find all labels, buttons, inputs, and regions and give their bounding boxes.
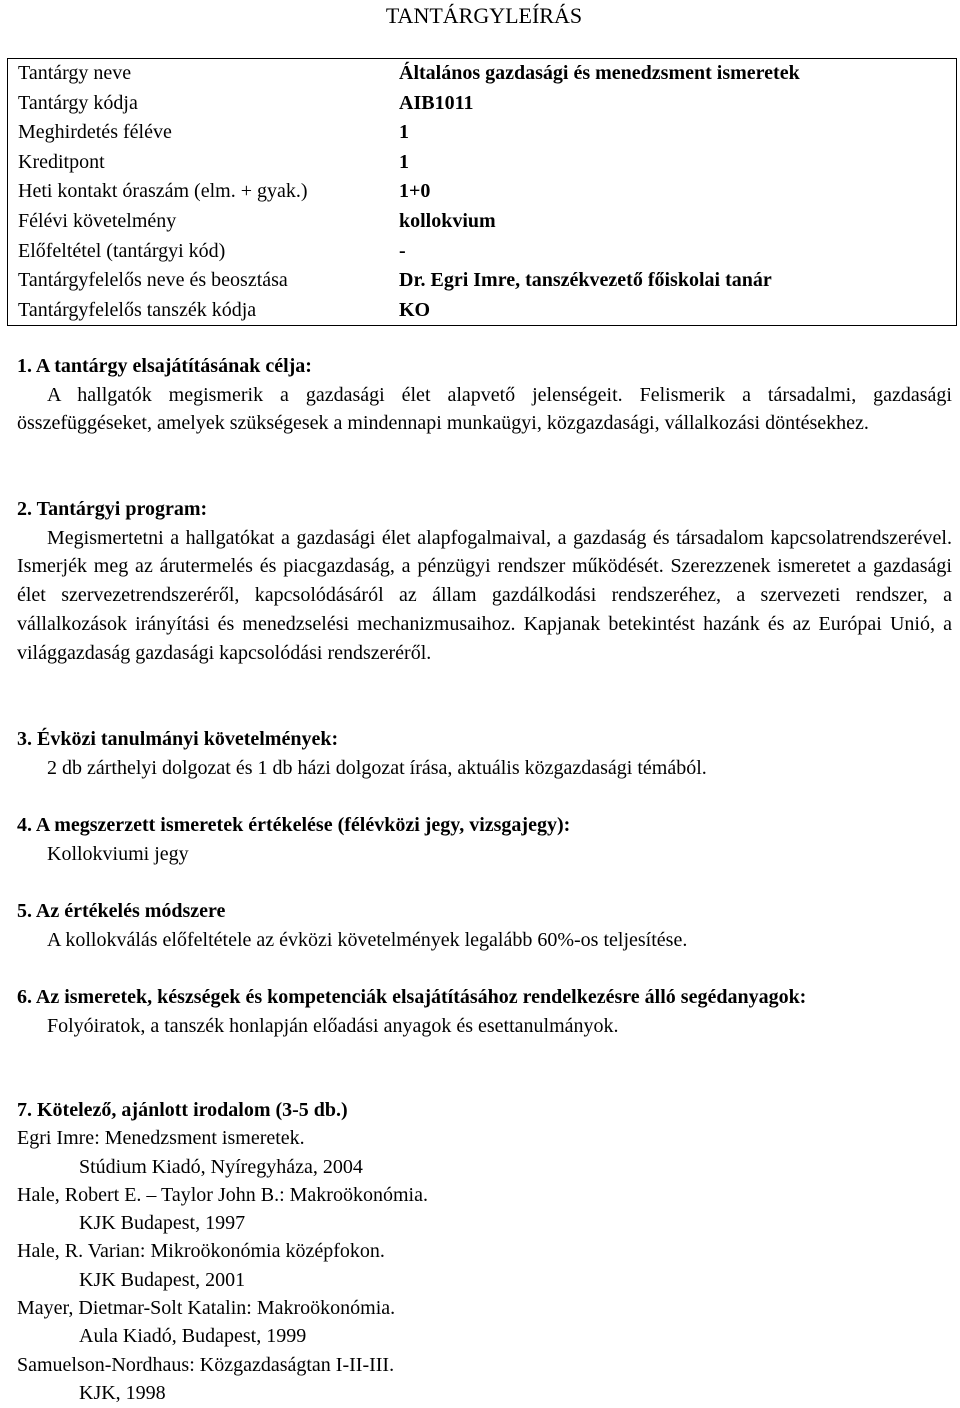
reference-author-title: Mayer, Dietmar-Solt Katalin: Makroökonómia. [17,1297,396,1320]
info-label: Félévi követelmény [18,209,177,232]
section-literature [17,1096,952,1407]
section-method-heading: 5. Az értékelés módszere [17,900,226,922]
info-label: Előfeltétel (tantárgyi kód) [18,239,226,262]
reference-author-title: Egri Imre: Menedzsment ismeretek. [17,1127,305,1150]
info-label: Kreditpont [18,150,105,173]
section-program-text: Megismertetni a hallgatókat a gazdasági élet alapfogalmaival, a gazdaság és társadalom kapcsolatrendszerével. Ismerjék meg az árutermelés és piacgazdaság, a pénzügyi rendszer működését. Szerezzenek ismeretet a gazdasági élet szervezetrendszeréről, kapcsolódásáról az állam gazdálkodási rendszeréhez, a szervezeti rendszer, a vállalkozások irányítási és menedzselési mechanizmusaihoz. Kapjanak betekintést hazánk és az Európai Unió, a világgazdaság gazdasági kapcsolódási rendszeréről. [17,526,952,664]
section-evaluation [17,811,952,868]
info-row [8,177,957,207]
section-program [17,495,952,667]
info-row [8,237,957,267]
info-value: - [399,239,406,262]
reference-author-title: Hale, Robert E. – Taylor John B.: Makroökonómia. [17,1183,428,1206]
info-label: Tantárgy kódja [18,91,138,114]
info-label: Heti kontakt óraszám (elm. + gyak.) [18,180,308,203]
info-label: Tantárgyfelelős tanszék kódja [18,298,257,321]
info-label: Tantárgy neve [18,62,132,84]
page-title: TANTÁRGYLEÍRÁS [385,3,583,28]
reference-publisher: KJK Budapest, 2001 [79,1268,246,1291]
info-value: Általános gazdasági és menedzsment ismeretek [399,62,800,84]
reference-publisher: Stúdium Kiadó, Nyíregyháza, 2004 [79,1155,363,1178]
section-program-heading: 2. Tantárgyi program: [17,498,208,520]
section-requirements-text: 2 db zárthelyi dolgozat és 1 db házi dolgozat írása, aktuális közgazdasági témából. [47,756,707,779]
section-goal-heading: 1. A tantárgy elsajátításának célja: [17,355,312,377]
section-goal [17,352,952,438]
section-materials-heading: 6. Az ismeretek, készségek és kompetenciák elsajátításához rendelkezésre álló segédanyagok: [17,986,807,1008]
info-row [8,89,957,119]
section-goal-text: A hallgatók megismerik a gazdasági élet alapvető jelenségeit. Felismerik a társadalmi, gazdasági összefüggéseket, amelyek szükségesek a mindennapi munkaügyi, közgazdasági, vállalkozási döntésekhez. [17,383,952,435]
reference-author-title: Samuelson-Nordhaus: Közgazdaságtan I-II-III. [17,1353,395,1376]
reference-publisher: KJK Budapest, 1997 [79,1212,246,1235]
reference-author-title: Hale, R. Varian: Mikroökonómia középfokon. [17,1240,385,1263]
info-value: Dr. Egri Imre, tanszékvezető főiskolai tanár [399,269,772,292]
info-label: Meghirdetés féléve [18,121,172,144]
info-row [8,296,957,326]
info-value: 1+0 [399,180,431,203]
section-method-text: A kollokválás előfeltétele az évközi követelmények legalább 60%-os teljesítése. [47,928,688,951]
course-info-table [7,58,957,326]
info-value: 1 [399,121,409,144]
section-materials-text: Folyóiratok, a tanszék honlapján előadási anyagok és esettanulmányok. [47,1014,619,1037]
section-requirements [17,725,952,782]
info-label: Tantárgyfelelős neve és beosztása [18,269,288,292]
section-materials [17,983,952,1040]
reference-list [17,1124,952,1407]
reference-publisher: Aula Kiadó, Budapest, 1999 [79,1325,307,1348]
section-evaluation-heading: 4. A megszerzett ismeretek értékelése (félévközi jegy, vizsgajegy): [17,814,571,836]
info-row [8,266,957,296]
section-method [17,897,952,954]
info-row [8,118,957,148]
info-value: kollokvium [399,209,496,232]
info-row [8,148,957,178]
info-value: 1 [399,150,409,173]
section-literature-heading: 7. Kötelező, ajánlott irodalom (3-5 db.) [17,1099,348,1121]
section-evaluation-text: Kollokviumi jegy [47,842,189,865]
section-requirements-heading: 3. Évközi tanulmányi követelmények: [17,728,339,750]
reference-publisher: KJK, 1998 [79,1381,166,1404]
info-row [8,59,957,89]
info-value: AIB1011 [399,91,474,114]
info-row [8,207,957,237]
info-value: KO [399,298,431,321]
